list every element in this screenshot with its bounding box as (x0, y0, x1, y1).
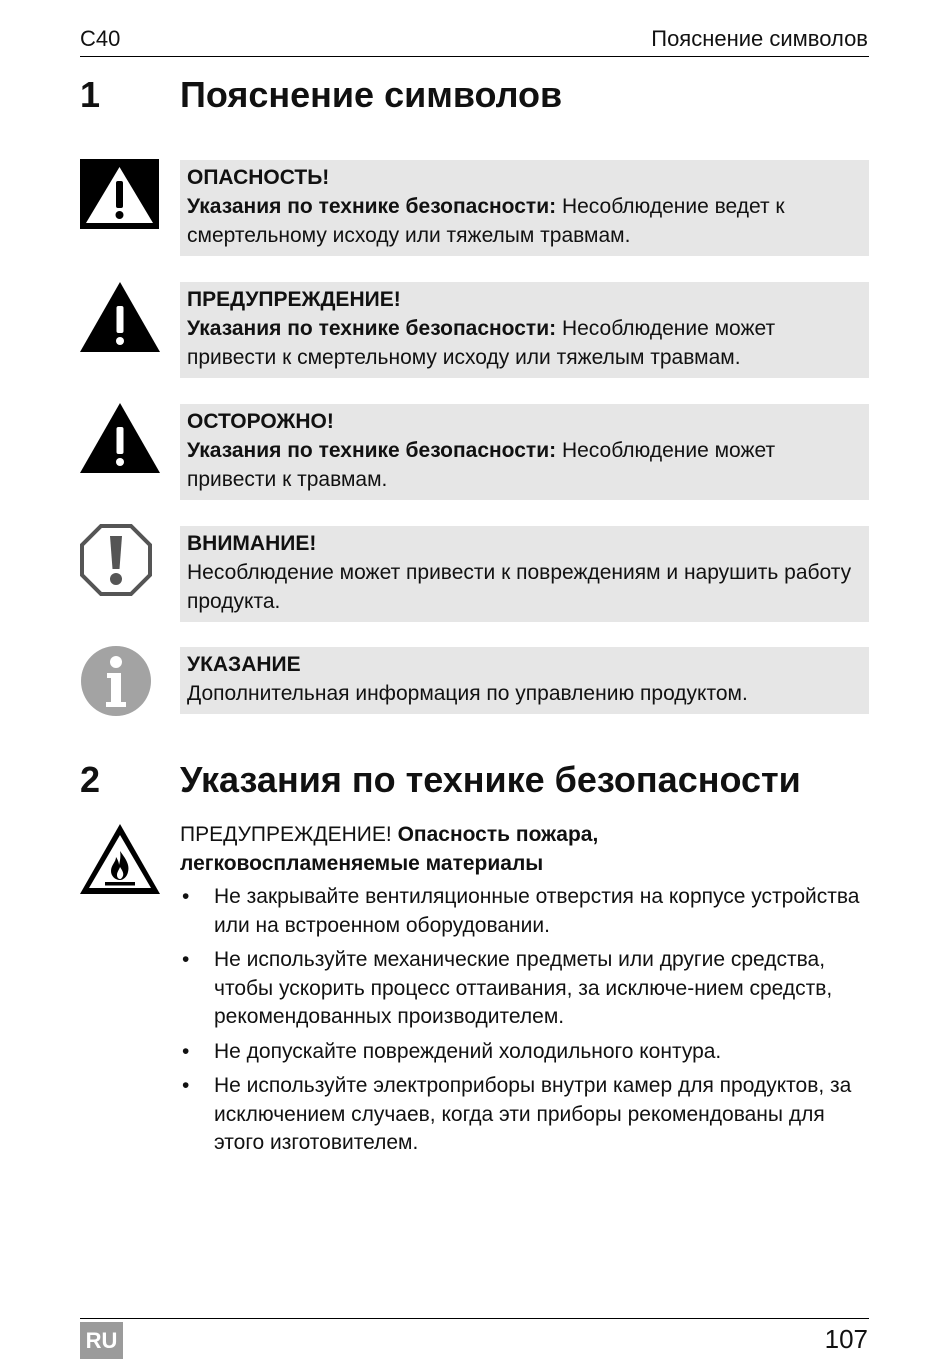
notice-danger-text: Несоблюдение ведет к смертельному исходу или тяжелым травмам. (187, 195, 785, 247)
footer-divider (80, 1318, 869, 1319)
fire-warning-label: ПРЕДУПРЕЖДЕНИЕ! (180, 823, 392, 846)
list-item: • Не используйте механические предметы или другие средства, чтобы ускорить процесс оттаивания, за исключе-нием средств, рекомендованных производителем. (180, 946, 870, 1032)
fire-warning-text-line2: легковоспламеняемые материалы (180, 852, 544, 875)
notice-note-label: УКАЗАНИЕ (187, 653, 301, 676)
safety-bullet-list (180, 883, 870, 1164)
list-item: • Не используйте электроприборы внутри камер для продуктов, за исключением случаев, когда эти приборы рекомендованы для этого изготовителем. (180, 1072, 870, 1158)
section-2-title: Указания по технике безопасности (180, 759, 801, 800)
fire-warning-heading (180, 820, 598, 878)
notice-warning-label: ПРЕДУПРЕЖДЕНИЕ! (187, 288, 401, 311)
notice-caution (180, 404, 869, 500)
section-1-number: 1 (80, 74, 101, 115)
notice-attention-text: Несоблюдение может привести к повреждениям и нарушить работу продукта. (187, 561, 852, 613)
notice-caution-text: Несоблюдение может привести к травмам. (187, 439, 776, 491)
language-badge: RU (80, 1322, 123, 1359)
notice-warning-text: Несоблюдение может привести к смертельному исходу или тяжелым травмам. (187, 317, 776, 369)
list-item: • Не допускайте повреждений холодильного контура. (180, 1038, 870, 1067)
fire-warning-triangle-icon (80, 824, 160, 899)
warning-triangle-icon (80, 282, 160, 357)
section-1-title: Пояснение символов (180, 74, 563, 115)
notice-danger (180, 160, 869, 256)
notice-attention (180, 526, 869, 622)
section-2-number: 2 (80, 759, 101, 800)
caution-triangle-icon (80, 403, 160, 478)
notice-caution-bold: Указания по технике безопасности: (187, 439, 557, 462)
notice-danger-bold: Указания по технике безопасности: (187, 195, 557, 218)
notice-danger-label: ОПАСНОСТЬ! (187, 166, 330, 189)
list-item: • Не закрывайте вентиляционные отверстия на корпусе устройства или на встроенном оборудовании. (180, 883, 870, 940)
notice-note-text: Дополнительная информация по управлению продуктом. (187, 682, 748, 705)
attention-octagon-icon (80, 524, 152, 601)
header-divider (80, 56, 869, 57)
notice-warning (180, 282, 869, 378)
notice-note (180, 647, 869, 714)
notice-warning-bold: Указания по технике безопасности: (187, 317, 557, 340)
header-model: C40 (80, 26, 121, 51)
fire-warning-text-line1: Опасность пожара, (391, 823, 599, 846)
danger-warning-triangle-icon (80, 159, 159, 234)
notice-caution-label: ОСТОРОЖНО! (187, 410, 334, 433)
header-section-title: Пояснение символов (651, 26, 868, 51)
page-number: 107 (824, 1324, 868, 1354)
info-circle-icon (80, 645, 152, 722)
notice-attention-label: ВНИМАНИЕ! (187, 532, 317, 555)
